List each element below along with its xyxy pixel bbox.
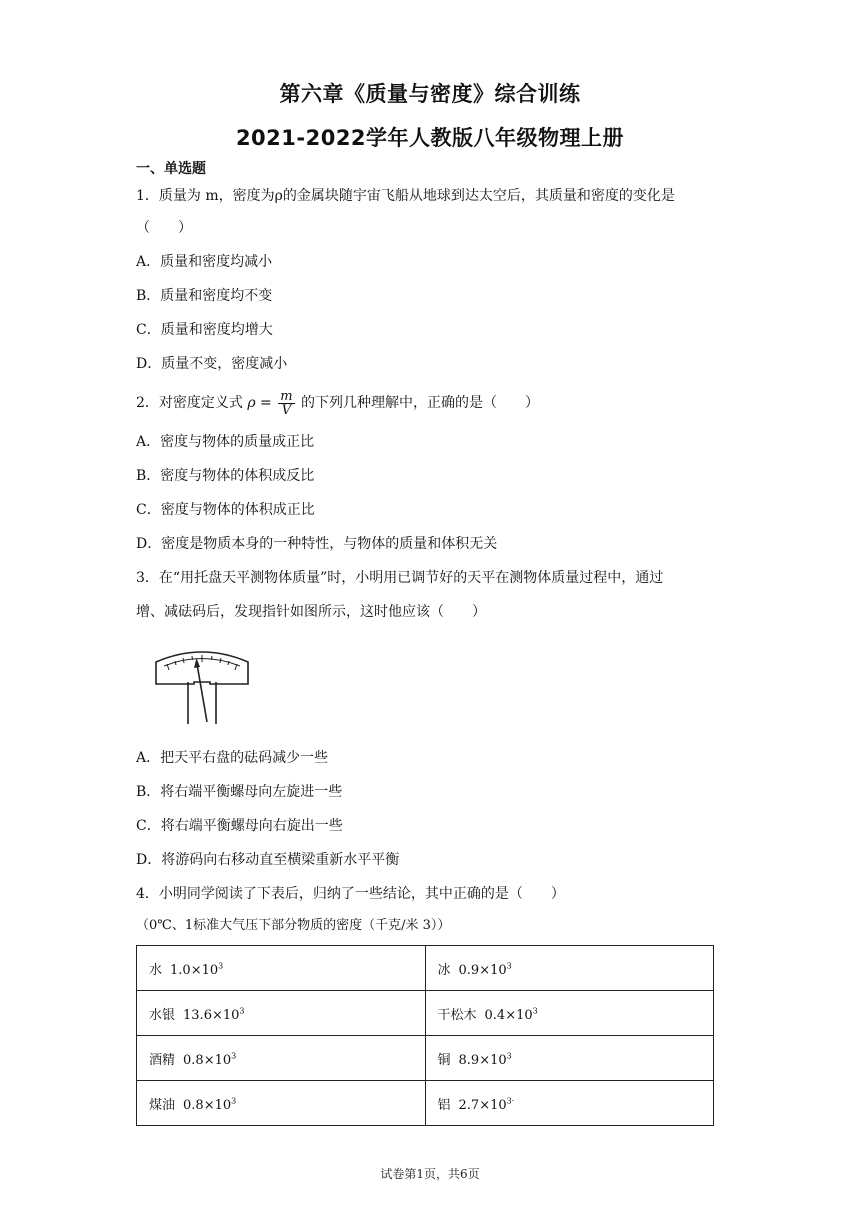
density-exponent: 3 [506, 1051, 512, 1061]
table-cell [137, 1081, 426, 1126]
question-1-option-b[interactable]: B．质量和密度均不变 [136, 288, 273, 304]
question-3-stem-cont: 增、减砝码后，发现指针如图所示，这时他应该（ ） [136, 604, 486, 620]
formula-numerator: m [280, 388, 293, 404]
table-cell [425, 946, 714, 991]
density-value: 0.8×10 [183, 1097, 232, 1113]
question-2-option-c[interactable]: C．密度与物体的体积成正比 [136, 502, 315, 518]
question-4-stem: 4．小明同学阅读了下表后，归纳了一些结论，其中正确的是（ ） [136, 886, 565, 902]
formula-denominator: V [281, 402, 292, 418]
formula-lhs: ρ = [247, 395, 272, 411]
question-1-stem: 1．质量为 m，密度为ρ的金属块随宇宙飞船从地球到达太空后，其质量和密度的变化是 [136, 188, 675, 204]
page-footer: 试卷第1页，共6页 [380, 1167, 480, 1181]
density-value: 0.4×10 [484, 1007, 533, 1023]
question-3-option-a[interactable]: A．把天平右盘的砝码减少一些 [136, 750, 329, 766]
section-heading: 一、单选题 [136, 161, 206, 177]
question-3-option-c[interactable]: C．将右端平衡螺母向右旋出一些 [136, 818, 343, 834]
table-cell [425, 1081, 714, 1126]
question-2-stem-pre: 2．对密度定义式 [136, 395, 243, 411]
substance-name: 铜 [437, 1052, 451, 1068]
question-2-option-a[interactable]: A．密度与物体的质量成正比 [136, 434, 315, 450]
table-row [137, 991, 714, 1036]
question-3-stem: 3．在“用托盘天平测物体质量”时，小明用已调节好的天平在测物体质量过程中，通过 [136, 570, 664, 586]
table-row [137, 1036, 714, 1081]
substance-name: 煤油 [149, 1097, 176, 1113]
question-3-option-d[interactable]: D．将游码向右移动直至横梁重新水平平衡 [136, 852, 400, 868]
table-cell [137, 991, 426, 1036]
table-row [137, 946, 714, 991]
density-exponent: 3· [506, 1096, 515, 1106]
table-cell [137, 946, 426, 991]
density-value: 0.8×10 [183, 1052, 232, 1068]
question-2-stem [136, 388, 539, 418]
table-caption: （0℃、1标准大气压下部分物质的密度（千克/米 3）） [136, 918, 451, 933]
formula-fraction [278, 390, 294, 417]
density-exponent: 3 [231, 1051, 237, 1061]
table-row [137, 1081, 714, 1126]
table-cell [425, 991, 714, 1036]
substance-name: 铝 [437, 1097, 451, 1113]
question-1-option-a[interactable]: A．质量和密度均减小 [136, 254, 273, 270]
density-value: 0.9×10 [458, 962, 507, 978]
question-1-option-d[interactable]: D．质量不变，密度减小 [136, 356, 288, 372]
question-3-option-b[interactable]: B．将右端平衡螺母向左旋进一些 [136, 784, 343, 800]
balance-pointer-figure [150, 642, 254, 724]
table-cell [425, 1036, 714, 1081]
density-value: 13.6×10 [183, 1007, 240, 1023]
page-subtitle: 2021-2022学年人教版八年级物理上册 [235, 126, 625, 150]
density-exponent: 3 [532, 1006, 538, 1016]
substance-name: 酒精 [149, 1052, 176, 1068]
substance-name: 干松木 [437, 1007, 477, 1023]
density-exponent: 3 [218, 961, 224, 971]
question-2-option-b[interactable]: B．密度与物体的体积成反比 [136, 468, 315, 484]
density-exponent: 3 [506, 961, 512, 971]
density-table [136, 945, 714, 1126]
density-exponent: 3 [239, 1006, 245, 1016]
substance-name: 水银 [149, 1007, 176, 1023]
density-value: 1.0×10 [170, 962, 219, 978]
substance-name: 水 [149, 962, 163, 978]
question-1-stem-cont: （ ） [136, 220, 192, 236]
page-title: 第六章《质量与密度》综合训练 [279, 82, 581, 106]
table-cell [137, 1036, 426, 1081]
substance-name: 冰 [437, 962, 451, 978]
density-exponent: 3 [231, 1096, 237, 1106]
question-2-stem-post: 的下列几种理解中，正确的是（ ） [301, 395, 540, 411]
density-value: 2.7×10 [458, 1097, 507, 1113]
density-formula [247, 388, 301, 418]
question-2-option-d[interactable]: D．密度是物质本身的一种特性，与物体的质量和体积无关 [136, 536, 498, 552]
question-1-option-c[interactable]: C．质量和密度均增大 [136, 322, 273, 338]
density-value: 8.9×10 [458, 1052, 507, 1068]
